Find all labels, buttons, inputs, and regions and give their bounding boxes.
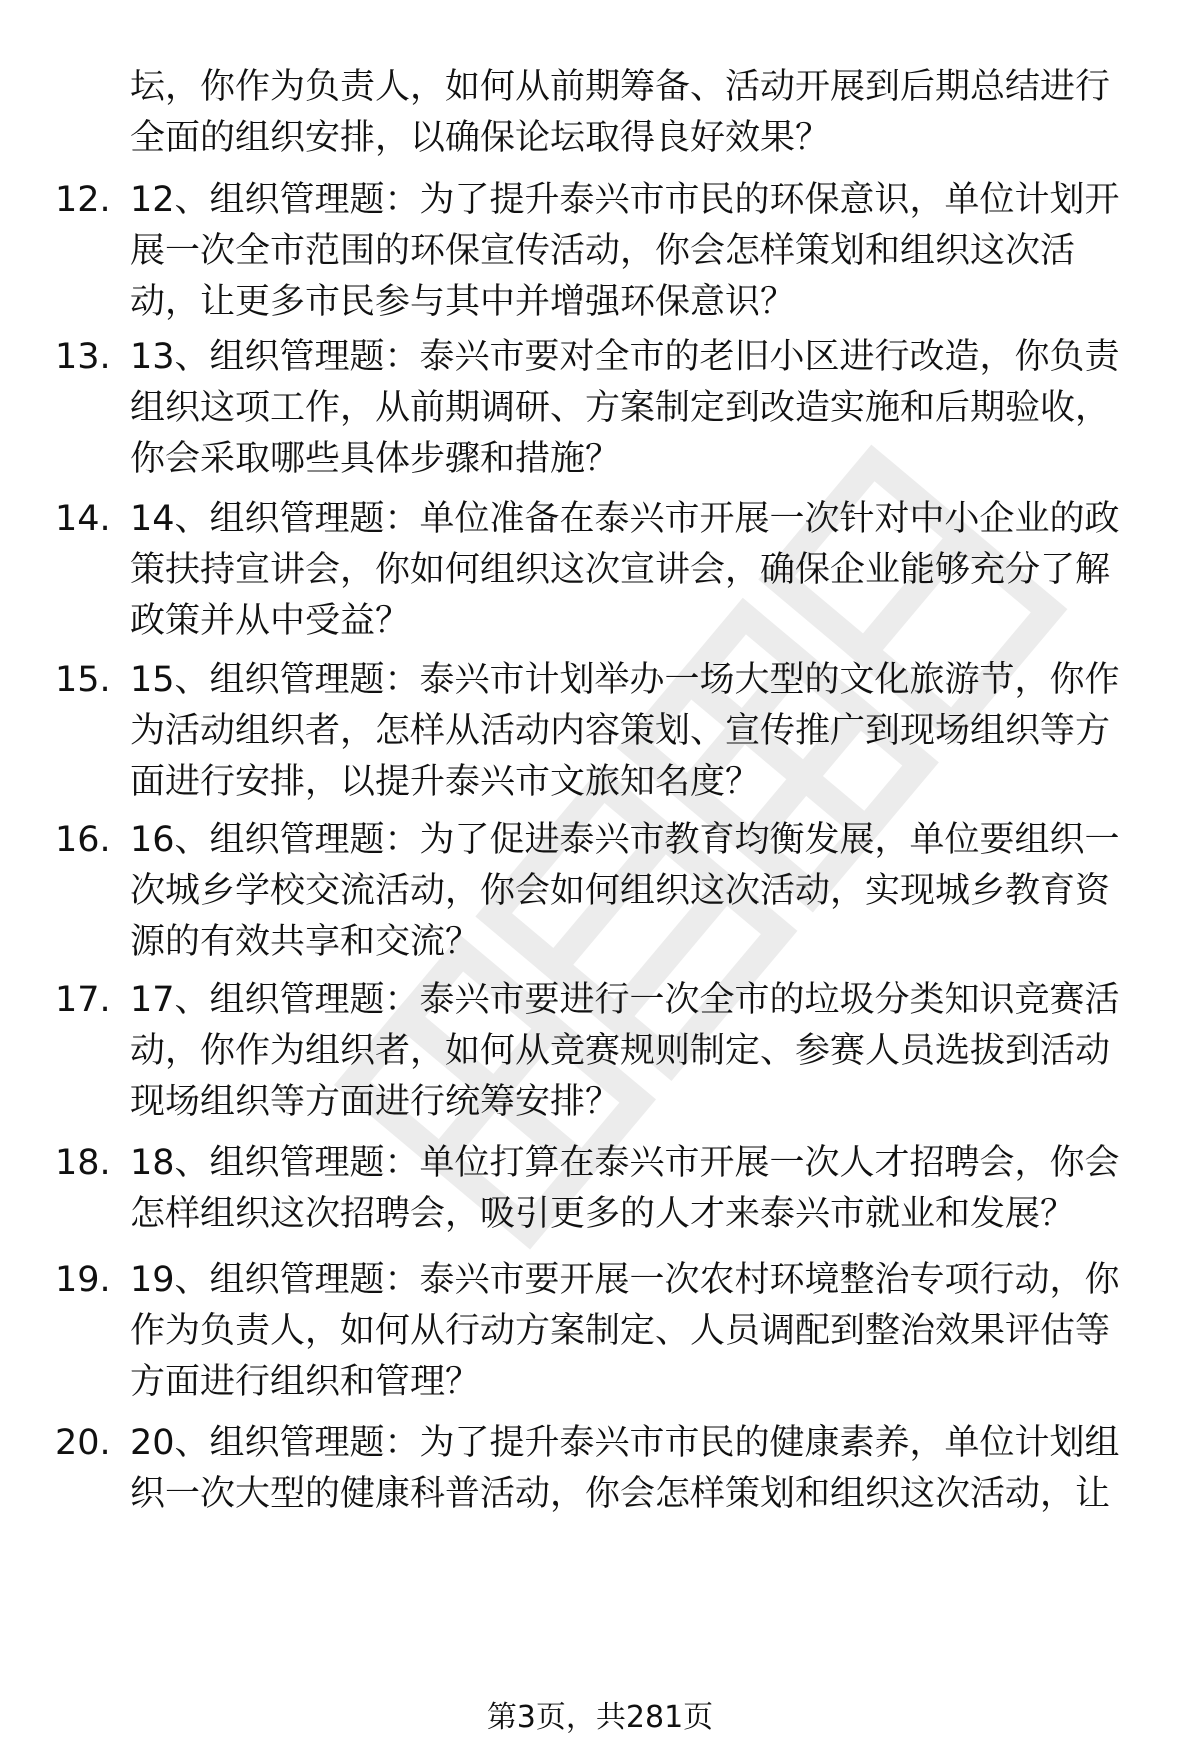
question-number: 13.: [55, 337, 111, 377]
question-number: 12.: [55, 180, 111, 220]
question-number: 17.: [55, 980, 111, 1020]
text-line: 次城乡学校交流活动，你会如何组织这次活动，实现城乡教育资: [130, 871, 1111, 911]
text-line: 17、组织管理题：泰兴市要进行一次全市的垃圾分类知识竞赛活: [130, 980, 1120, 1020]
text-line: 织一次大型的健康科普活动，你会怎样策划和组织这次活动，让: [130, 1474, 1111, 1514]
question-text: [130, 1255, 1140, 1408]
text-line: 方面进行组织和管理？: [130, 1362, 481, 1402]
text-line: 动，让更多市民参与其中并增强环保意识？: [130, 282, 796, 322]
text-line: 20、组织管理题：为了提升泰兴市市民的健康素养，单位计划组: [130, 1423, 1120, 1463]
text-line: 作为负责人，如何从行动方案制定、人员调配到整治效果评估等: [130, 1311, 1111, 1351]
text-line: 展一次全市范围的环保宣传活动，你会怎样策划和组织这次活: [130, 231, 1076, 271]
text-line: 策扶持宣讲会，你如何组织这次宣讲会，确保企业能够充分了解: [130, 550, 1111, 590]
question-number: 15.: [55, 660, 111, 700]
text-line: 18、组织管理题：单位打算在泰兴市开展一次人才招聘会，你会: [130, 1143, 1120, 1183]
text-line: 为活动组织者，怎样从活动内容策划、宣传推广到现场组织等方: [130, 711, 1111, 751]
text-line: 现场组织等方面进行统筹安排？: [130, 1082, 621, 1122]
text-line: 你会采取哪些具体步骤和措施？: [130, 439, 621, 479]
text-line: 坛，你作为负责人，如何从前期筹备、活动开展到后期总结进行: [130, 67, 1111, 107]
question-number: 19.: [55, 1260, 111, 1300]
text-line: 政策并从中受益？: [130, 601, 411, 641]
question-number: 18.: [55, 1143, 111, 1183]
question-text: [130, 975, 1140, 1128]
text-line: 12、组织管理题：为了提升泰兴市市民的环保意识，单位计划开: [130, 180, 1120, 220]
text-line: 组织这项工作，从前期调研、方案制定到改造实施和后期验收，: [130, 388, 1111, 428]
question-text: [130, 1418, 1140, 1520]
question-text: [130, 1138, 1140, 1240]
question-number: 14.: [55, 499, 111, 539]
text-line: 14、组织管理题：单位准备在泰兴市开展一次针对中小企业的政: [130, 499, 1120, 539]
page-number-footer: 第3页，共281页: [486, 1700, 714, 1735]
text-line: 13、组织管理题：泰兴市要对全市的老旧小区进行改造，你负责: [130, 337, 1120, 377]
text-line: 19、组织管理题：泰兴市要开展一次农村环境整治专项行动，你: [130, 1260, 1120, 1300]
text-line: 动，你作为组织者，如何从竞赛规则制定、参赛人员选拔到活动: [130, 1031, 1111, 1071]
text-line: 15、组织管理题：泰兴市计划举办一场大型的文化旅游节，你作: [130, 660, 1120, 700]
text-line: 16、组织管理题：为了促进泰兴市教育均衡发展，单位要组织一: [130, 820, 1120, 860]
question-text: [130, 332, 1140, 485]
question-number: 16.: [55, 820, 111, 860]
text-line: 面进行安排，以提升泰兴市文旅知名度？: [130, 762, 761, 802]
text-line: 源的有效共享和交流？: [130, 922, 481, 962]
question-number: 20.: [55, 1423, 111, 1463]
question-text: [130, 175, 1140, 328]
text-line: 怎样组织这次招聘会，吸引更多的人才来泰兴市就业和发展？: [130, 1194, 1076, 1234]
question-text: [130, 494, 1140, 647]
text-line: 全面的组织安排，以确保论坛取得良好效果？: [130, 118, 831, 158]
question-text: [130, 815, 1140, 968]
continued-question-text: [130, 62, 1140, 164]
question-text: [130, 655, 1140, 808]
